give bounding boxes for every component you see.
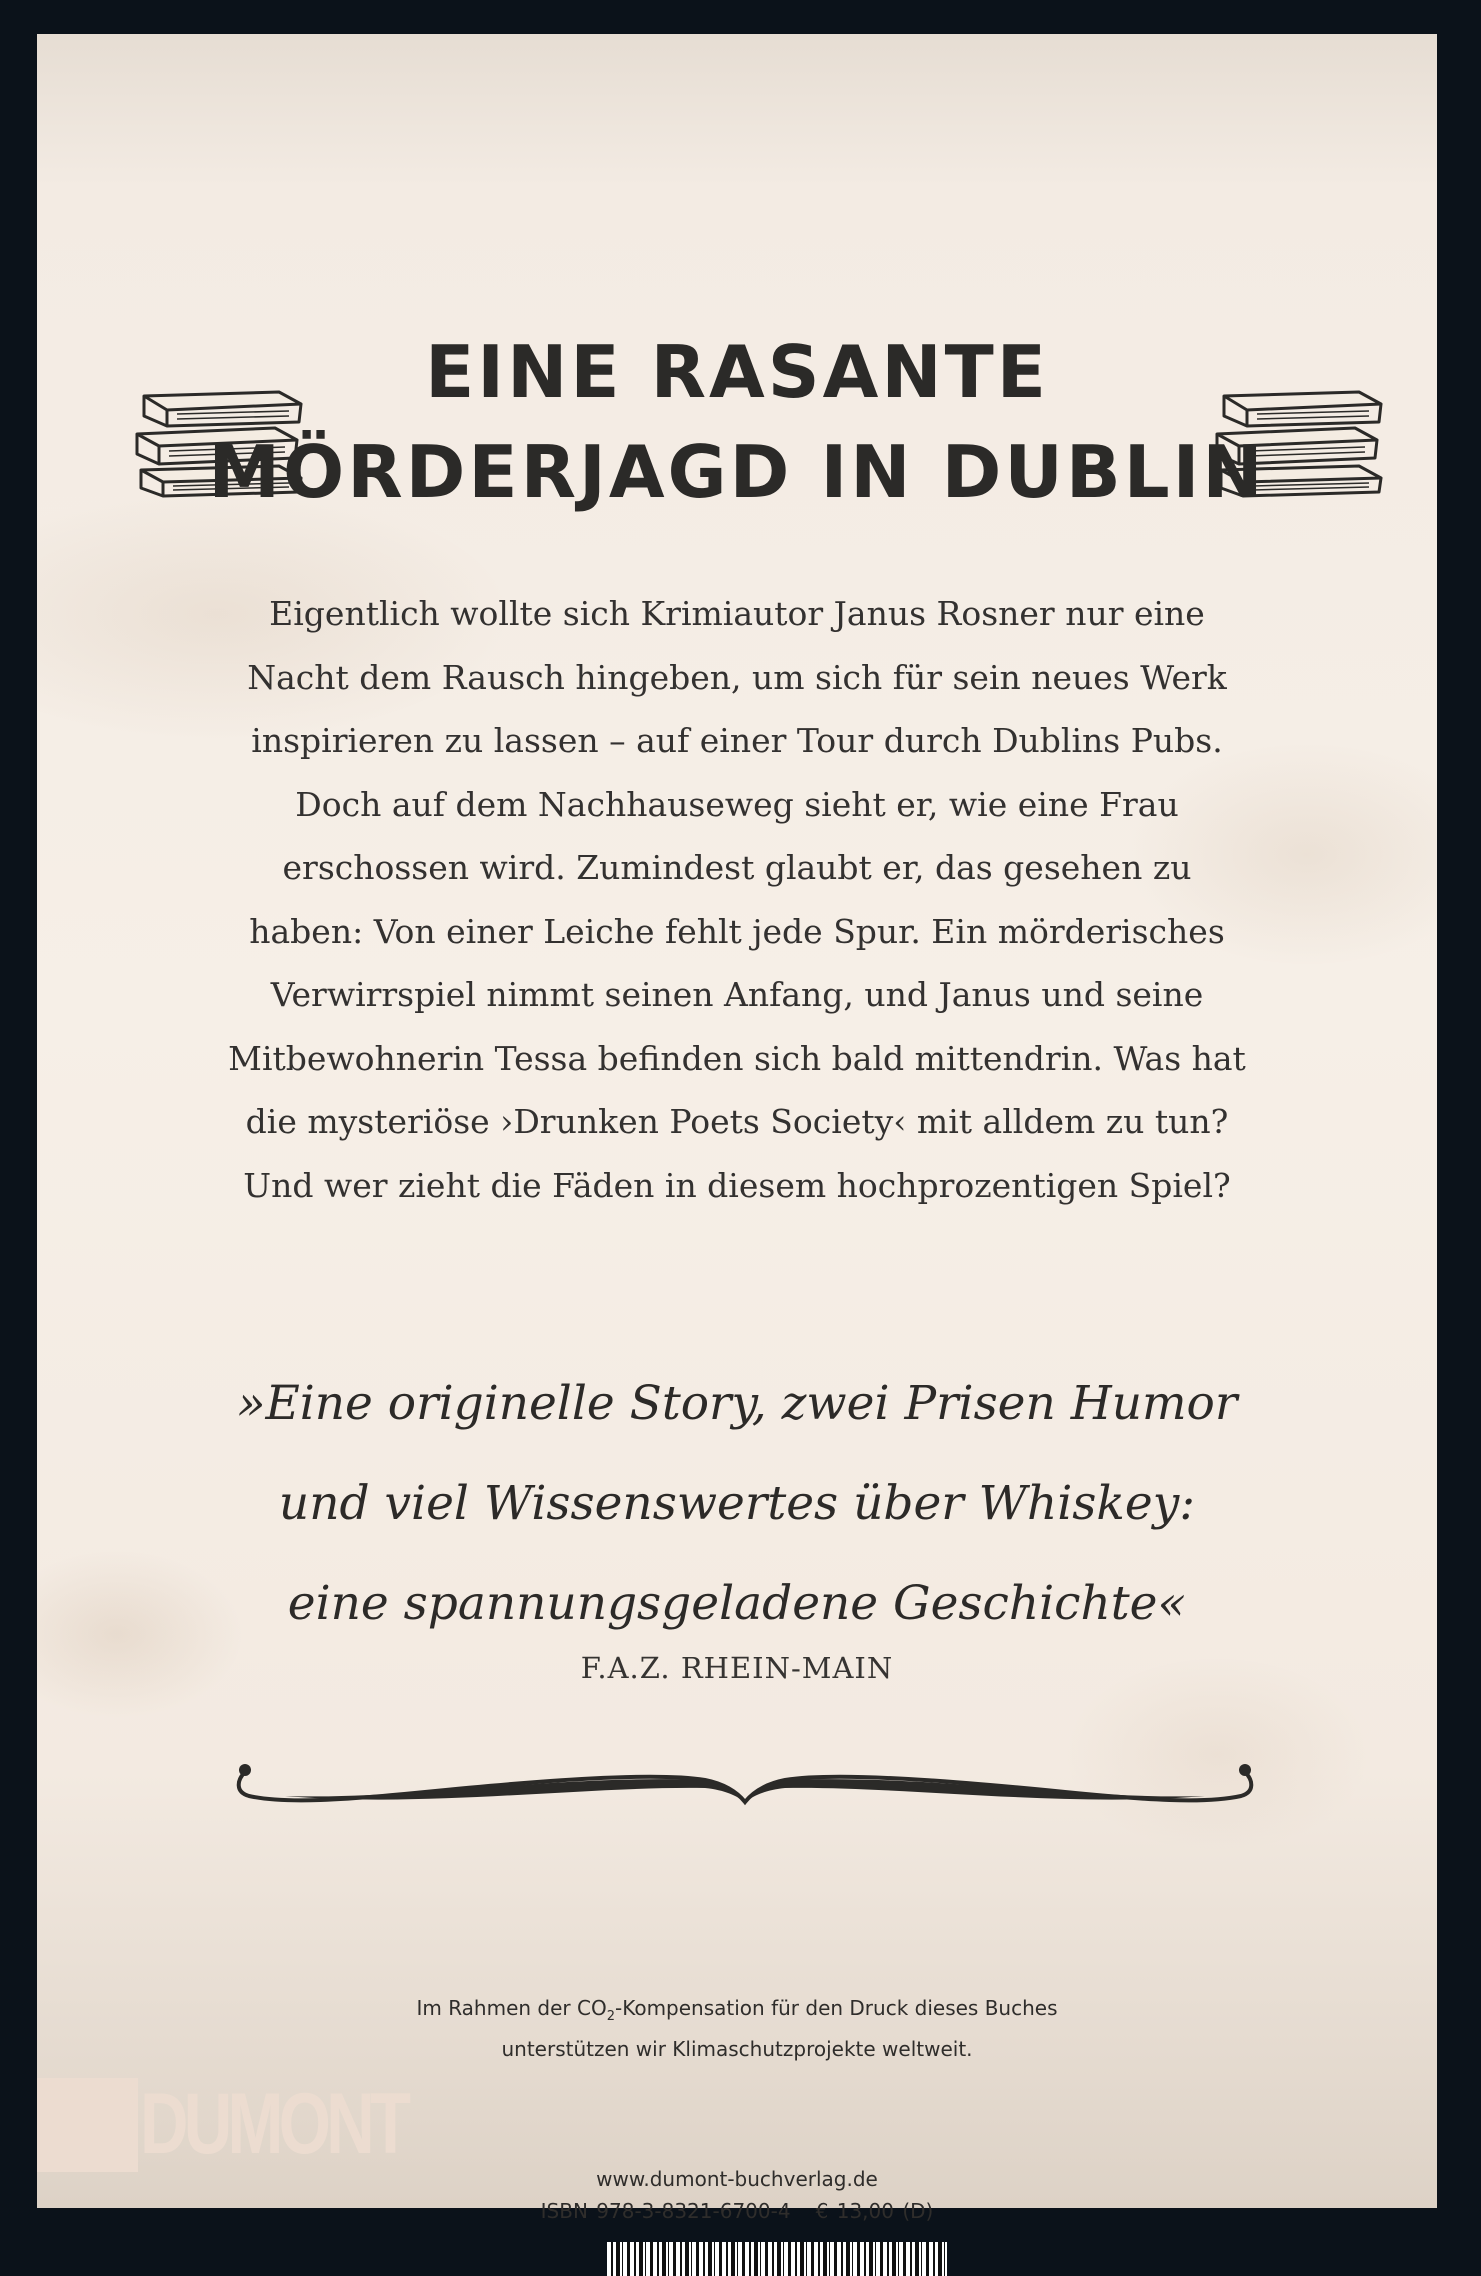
headline bbox=[37, 322, 1437, 522]
quote-line: »Eine originelle Story, zwei Prisen Humor bbox=[236, 1376, 1238, 1431]
co2-subscript: 2 bbox=[606, 2009, 615, 2024]
blurb-line: erschossen wird. Zumindest glaubt er, das gesehen zu bbox=[282, 848, 1192, 887]
publisher-website: www.dumont-buchverlag.de bbox=[596, 2167, 878, 2191]
isbn: ISBN 978-3-8321-6700-4 bbox=[540, 2199, 791, 2223]
blurb-line: Verwirrspiel nimmt seinen Anfang, und Janus und seine bbox=[270, 975, 1204, 1014]
co2-line: unterstützen wir Klimaschutzprojekte weltweit. bbox=[501, 2037, 973, 2061]
blurb-line: haben: Von einer Leiche fehlt jede Spur. Ein mörderisches bbox=[249, 911, 1225, 951]
publisher-logo-bar bbox=[37, 2078, 138, 2172]
quote-line: eine spannungsgeladene Geschichte« bbox=[287, 1576, 1187, 1631]
barcode bbox=[607, 2242, 947, 2276]
flourish-divider bbox=[225, 1752, 1265, 1822]
co2-text: Im Rahmen der CO bbox=[416, 1996, 607, 2020]
blurb-line: Doch auf dem Nachhauseweg sieht er, wie eine Frau bbox=[295, 784, 1179, 824]
quote-source: F.A.Z. RHEIN-MAIN bbox=[580, 1651, 894, 1685]
quote-line: und viel Wissenswertes über Whiskey: bbox=[278, 1476, 1196, 1531]
blurb-line: Eigentlich wollte sich Krimiautor Janus Rosner nur eine bbox=[269, 594, 1205, 633]
publisher-logo: DUMONT bbox=[140, 2076, 407, 2172]
blurb-line: die mysteriöse ›Drunken Poets Society‹ mit alldem zu tun? bbox=[245, 1102, 1229, 1141]
price: € 13,00 (D) bbox=[815, 2199, 934, 2223]
press-quote bbox=[157, 1354, 1317, 1654]
blurb-line: Mitbewohnerin Tessa befinden sich bald mittendrin. Was hat bbox=[228, 1038, 1246, 1078]
blurb-text bbox=[197, 582, 1277, 1217]
blurb-line: inspirieren zu lassen – auf einer Tour durch Dublins Pubs. bbox=[251, 721, 1223, 760]
co2-text: -Kompensation für den Druck dieses Buches bbox=[615, 1996, 1058, 2020]
blurb-line: Nacht dem Rausch hingeben, um sich für sein neues Werk bbox=[247, 657, 1227, 697]
co2-line bbox=[37, 1992, 1437, 2033]
blurb-line: Und wer zieht die Fäden in diesem hochprozentigen Spiel? bbox=[243, 1165, 1231, 1205]
back-cover bbox=[37, 34, 1437, 2223]
headline-line: MÖRDERJAGD IN DUBLIN bbox=[208, 430, 1266, 514]
isbn-price-line bbox=[37, 2199, 1437, 2223]
co2-notice bbox=[37, 1992, 1437, 2066]
headline-line: EINE RASANTE bbox=[425, 330, 1049, 414]
